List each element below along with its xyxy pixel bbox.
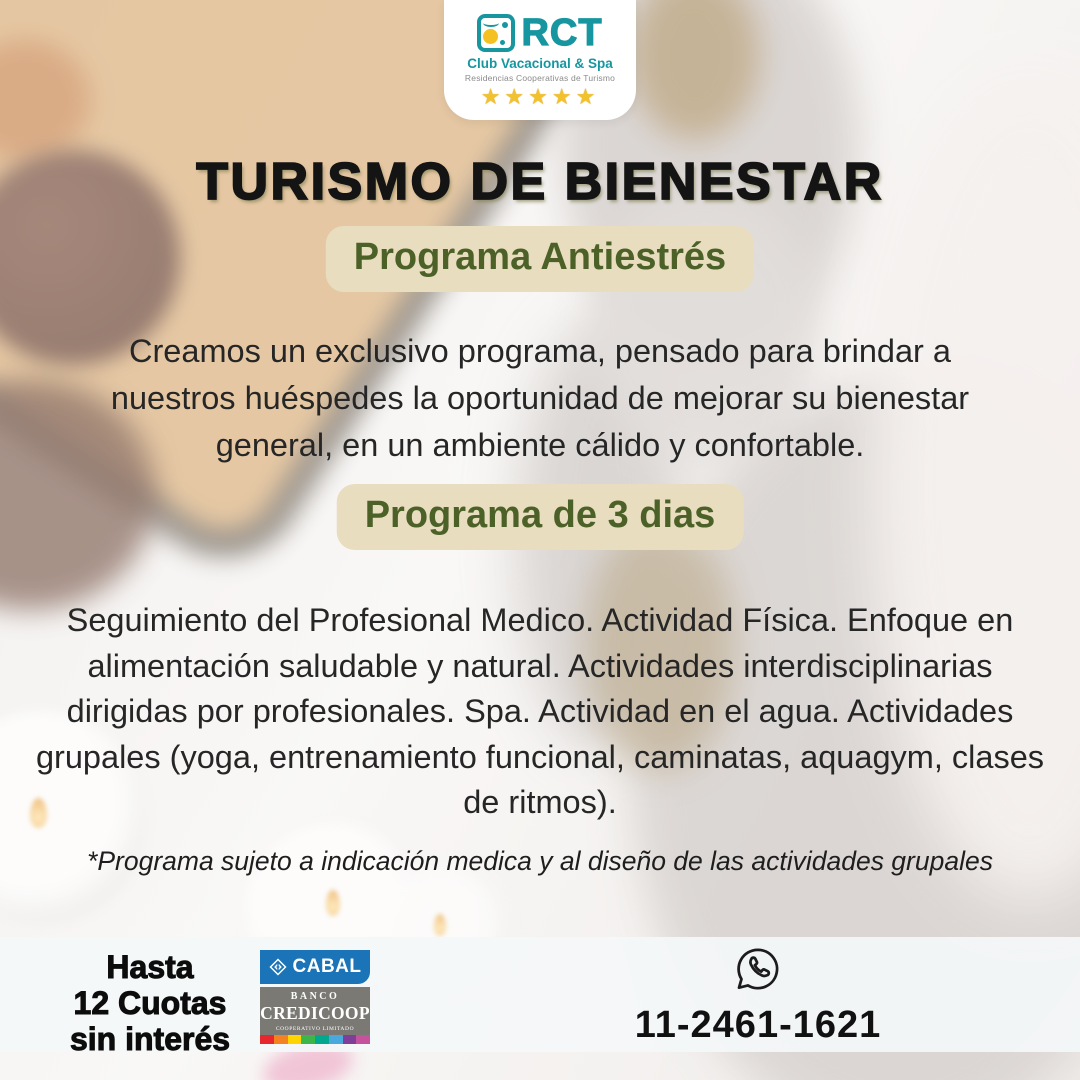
sun-glyph bbox=[483, 29, 498, 44]
rainbow-segment bbox=[315, 1035, 329, 1044]
rct-logo-row bbox=[452, 14, 628, 52]
whatsapp-icon bbox=[732, 943, 784, 995]
rainbow-segment bbox=[343, 1035, 357, 1044]
intro-paragraph: Creamos un exclusivo programa, pensado para brindar a nuestros huéspedes la oportunidad de mejorar su bienestar general, en un ambiente cálido y confortable. bbox=[110, 333, 970, 463]
installments-line: 12 Cuotas bbox=[73, 985, 227, 1022]
rct-emblem-icon bbox=[477, 14, 515, 52]
rainbow-segment bbox=[274, 1035, 288, 1044]
cabal-label: CABAL bbox=[292, 956, 362, 977]
brand-name: RCT bbox=[521, 12, 603, 54]
cabal-diamond-icon bbox=[269, 958, 287, 976]
brand-tagline: Club Vacacional & Spa bbox=[467, 56, 613, 71]
disclaimer-note: *Programa sujeto a indicación medica y al diseño de las actividades grupales bbox=[87, 846, 993, 876]
rainbow-segment bbox=[288, 1035, 302, 1044]
phone-number: 11-2461-1621 bbox=[634, 1004, 882, 1046]
footer-bar bbox=[0, 937, 1080, 1058]
rct-logo-card bbox=[444, 0, 636, 120]
badge-programa-antiestres: Programa Antiestrés bbox=[326, 226, 754, 292]
dot-glyph bbox=[502, 22, 508, 28]
installments-line: Hasta bbox=[106, 949, 194, 985]
rainbow-segment bbox=[260, 1035, 274, 1044]
bank-logos bbox=[260, 950, 370, 1044]
star-rating: ★★★★★ bbox=[480, 84, 600, 109]
program-paragraph: Seguimiento del Profesional Medico. Actividad Física. Enfoque en alimentación saludable y natural. Actividades interdisciplinarias dirigidas por profesionales. Spa. Actividad en el agua. Actividades grupales (yoga, entrenamiento funcional, caminatas, aquagym, clases de ritmos). bbox=[35, 602, 1045, 820]
credicoop-sub-label: COOPERATIVO LIMITADO bbox=[275, 1026, 355, 1032]
page-title: TURISMO DE BIENESTAR bbox=[196, 153, 884, 211]
rainbow-segment bbox=[329, 1035, 343, 1044]
dot-glyph bbox=[500, 40, 505, 45]
rainbow-segment bbox=[301, 1035, 315, 1044]
credicoop-logo bbox=[260, 987, 370, 1044]
mountain-glyph bbox=[483, 19, 499, 27]
credicoop-banco-label: BANCO bbox=[290, 991, 340, 1002]
installments-line: sin interés bbox=[69, 1021, 231, 1058]
phone-block bbox=[635, 943, 882, 1047]
cabal-logo bbox=[260, 950, 370, 984]
brand-subtagline: Residencias Cooperativas de Turismo bbox=[464, 73, 616, 83]
badge-programa-3-dias: Programa de 3 dias bbox=[337, 484, 744, 550]
credicoop-rainbow-strip bbox=[260, 1035, 370, 1044]
credicoop-name-label: CREDICOOP bbox=[260, 1003, 370, 1023]
installments-block bbox=[38, 949, 262, 1057]
rainbow-segment bbox=[356, 1035, 370, 1044]
